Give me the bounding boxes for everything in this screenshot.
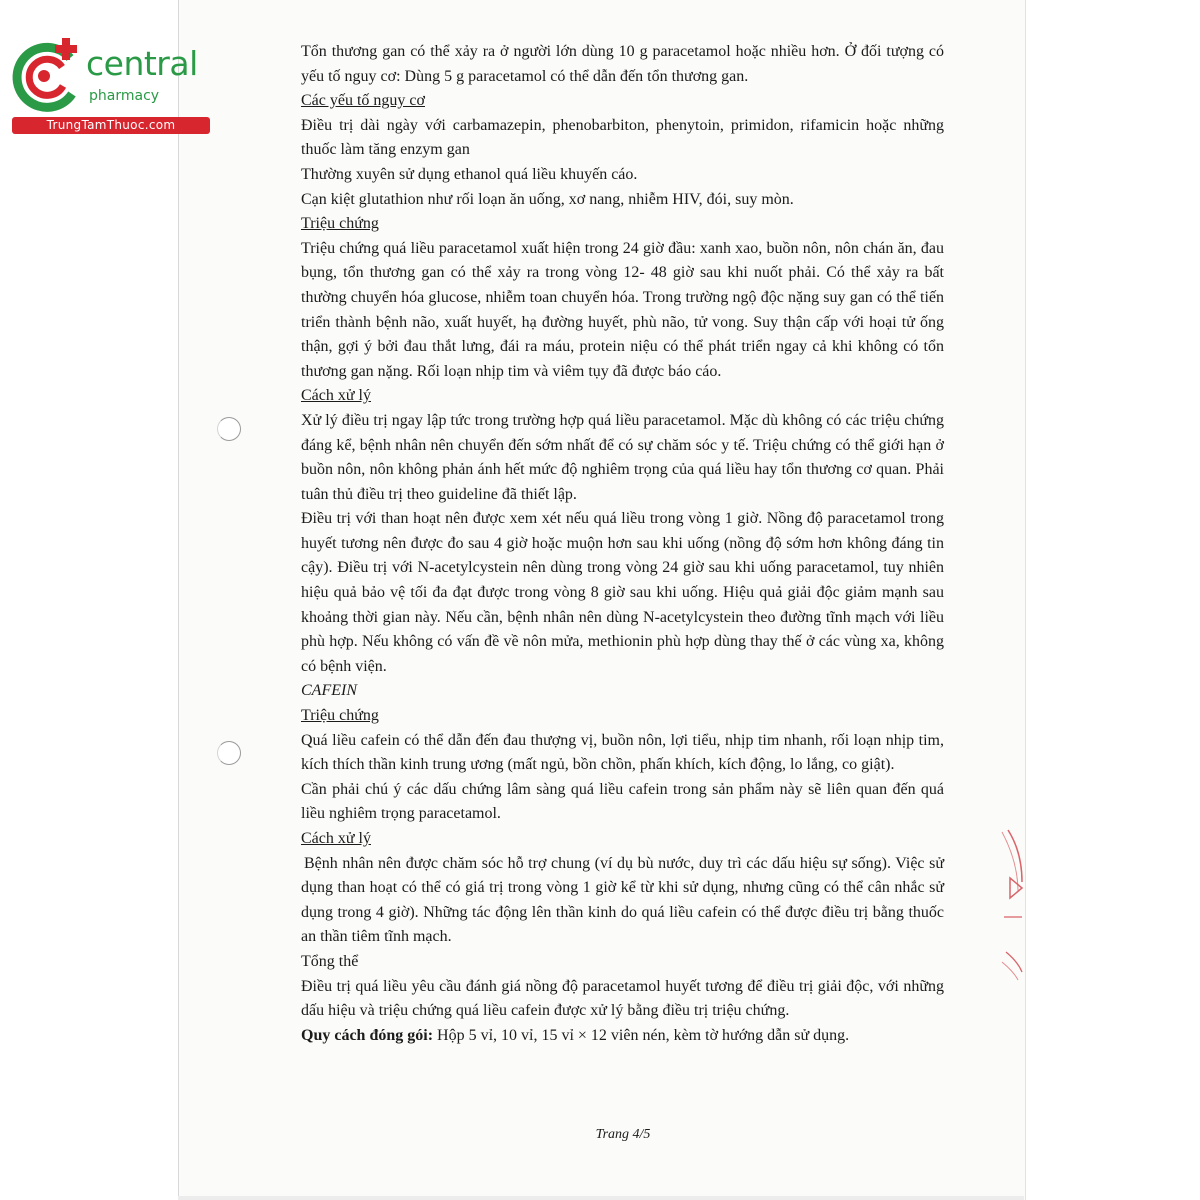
paragraph: Triệu chứng quá liều paracetamol xuất hiện trong 24 giờ đầu: xanh xao, buồn nôn, nôn chán ăn, đau bụng, tổn thương gan có thể xảy ra trong vòng 12- 48 giờ sau khi nuốt phải. Có thể xảy ra bất thường chuyển hóa glucose, nhiễm toan chuyển hóa. Trong trường ngộ độc nặng suy gan có thể tiến triển thành bệnh não, xuất huyết, hạ đường huyết, phù não, tử vong. Suy thận cấp với hoại tử ống thận, gợi ý bởi đau thắt lưng, đái ra máu, protein niệu có thể phát triển ngay cả khi không có tổn thương gan nặng. Rối loạn nhịp tim và viêm tụy đã được báo cáo. — [301, 239, 944, 380]
packaging-text: Hộp 5 vỉ, 10 vỉ, 15 vỉ × 12 viên nén, kèm tờ hướng dẫn sử dụng. — [433, 1026, 850, 1044]
binder-hole — [217, 741, 241, 765]
section-heading: Các yếu tố nguy cơ — [301, 92, 425, 110]
binder-hole — [217, 417, 241, 441]
brand-subtitle: pharmacy — [89, 88, 160, 104]
paragraph: Cần phải chú ý các dấu chứng lâm sàng quá liều cafein trong sản phẩm này sẽ liên quan đến quá liều nghiêm trọng paracetamol. — [301, 780, 944, 823]
section-heading: Cách xử lý — [301, 830, 371, 847]
paragraph: Thường xuyên sử dụng ethanol quá liều khuyến cáo. — [301, 165, 638, 183]
paragraph: Điều trị dài ngày với carbamazepin, phenobarbiton, phenytoin, primidon, rifamicin hoặc những thuốc làm tăng enzym gan — [301, 116, 944, 159]
packaging-label: Quy cách đóng gói: — [301, 1026, 434, 1044]
paragraph: Điều trị với than hoạt nên được xem xét nếu quá liều trong vòng 1 giờ. Nồng độ paracetamol trong huyết tương nên được đo sau 4 giờ hoặc muộn hơn sau khi uống (nồng độ sớm hơn không đáng tin cậy). Điều trị với N-acetylcystein nên dùng trong vòng 24 giờ sau khi uống paracetamol, tuy nhiên hiệu quả bảo vệ tối đa đạt được trong vòng 8 giờ sau khi uống. Hiệu quả giải độc giảm mạnh sau khoảng thời gian này. Nếu cần, bệnh nhân nên dùng N-acetylcystein theo đường tĩnh mạch với liều phù hợp. Nếu không có vấn đề về nôn mửa, methionin phù hợp dùng thay thế ở các vùng xa, không có bệnh viện. — [301, 510, 944, 675]
page-bottom-edge — [178, 1196, 1024, 1200]
section-heading: Triệu chứng — [301, 707, 379, 725]
document-body — [301, 40, 944, 1048]
brand-name: central — [86, 44, 198, 83]
paragraph: Bệnh nhân nên được chăm sóc hỗ trợ chung (ví dụ bù nước, duy trì các dấu hiệu sự sống). Việc sử dụng than hoạt có thể có giá trị trong vòng 1 giờ kể từ khi sử dụng, nhưng cũng có thể cân nhắc sử dụng trong 4 giờ). Những tác động lên thần kinh do quá liều cafein có thể được điều trị bằng thuốc an thần tiêm tĩnh mạch. — [301, 854, 944, 946]
section-heading: Tổng thể — [301, 952, 359, 970]
paragraph: Quá liều cafein có thể dẫn đến đau thượng vị, buồn nôn, lợi tiểu, nhịp tim nhanh, rối loạn nhịp tim, kích thích thần kinh trung ương (mất ngủ, bồn chồn, phấn khích, kích động, lo lắng, co giật). — [301, 731, 944, 774]
brand-url-badge[interactable]: TrungTamThuoc.com — [12, 117, 210, 134]
paragraph: Xử lý điều trị ngay lập tức trong trường hợp quá liều paracetamol. Mặc dù không có các triệu chứng đáng kể, bệnh nhân nên chuyển đến sớm nhất để có sự chăm sóc y tế. Triệu chứng có thể giới hạn ở buồn nôn, nôn không phản ánh hết mức độ nghiêm trọng của quá liều hay tổn thương cơ quan. Phải tuân thủ điều trị theo guideline đã thiết lập. — [301, 411, 944, 503]
section-heading: Cách xử lý — [301, 387, 371, 405]
paragraph: Tổn thương gan có thể xảy ra ở người lớn dùng 10 g paracetamol hoặc nhiều hơn. Ở đối tượng có yếu tố nguy cơ: Dùng 5 g paracetamol có thể dẫn đến tổn thương gan. — [301, 43, 944, 85]
page-number: Trang 4/5 — [595, 1127, 651, 1142]
pharmacy-cross-icon — [10, 36, 90, 116]
packaging-line — [301, 1024, 944, 1049]
section-heading: Triệu chứng — [301, 215, 379, 233]
paragraph: Cạn kiệt glutathion như rối loạn ăn uống, xơ nang, nhiễm HIV, đói, suy mòn. — [301, 190, 794, 208]
subsection-title: CAFEIN — [301, 682, 357, 700]
red-stamp-fragment — [996, 822, 1030, 982]
paragraph: Điều trị quá liều yêu cầu đánh giá nồng độ paracetamol huyết tương để điều trị giải độc, với những dấu hiệu và triệu chứng quá liều cafein được xử lý bằng điều trị triệu chứng. — [301, 977, 944, 1020]
